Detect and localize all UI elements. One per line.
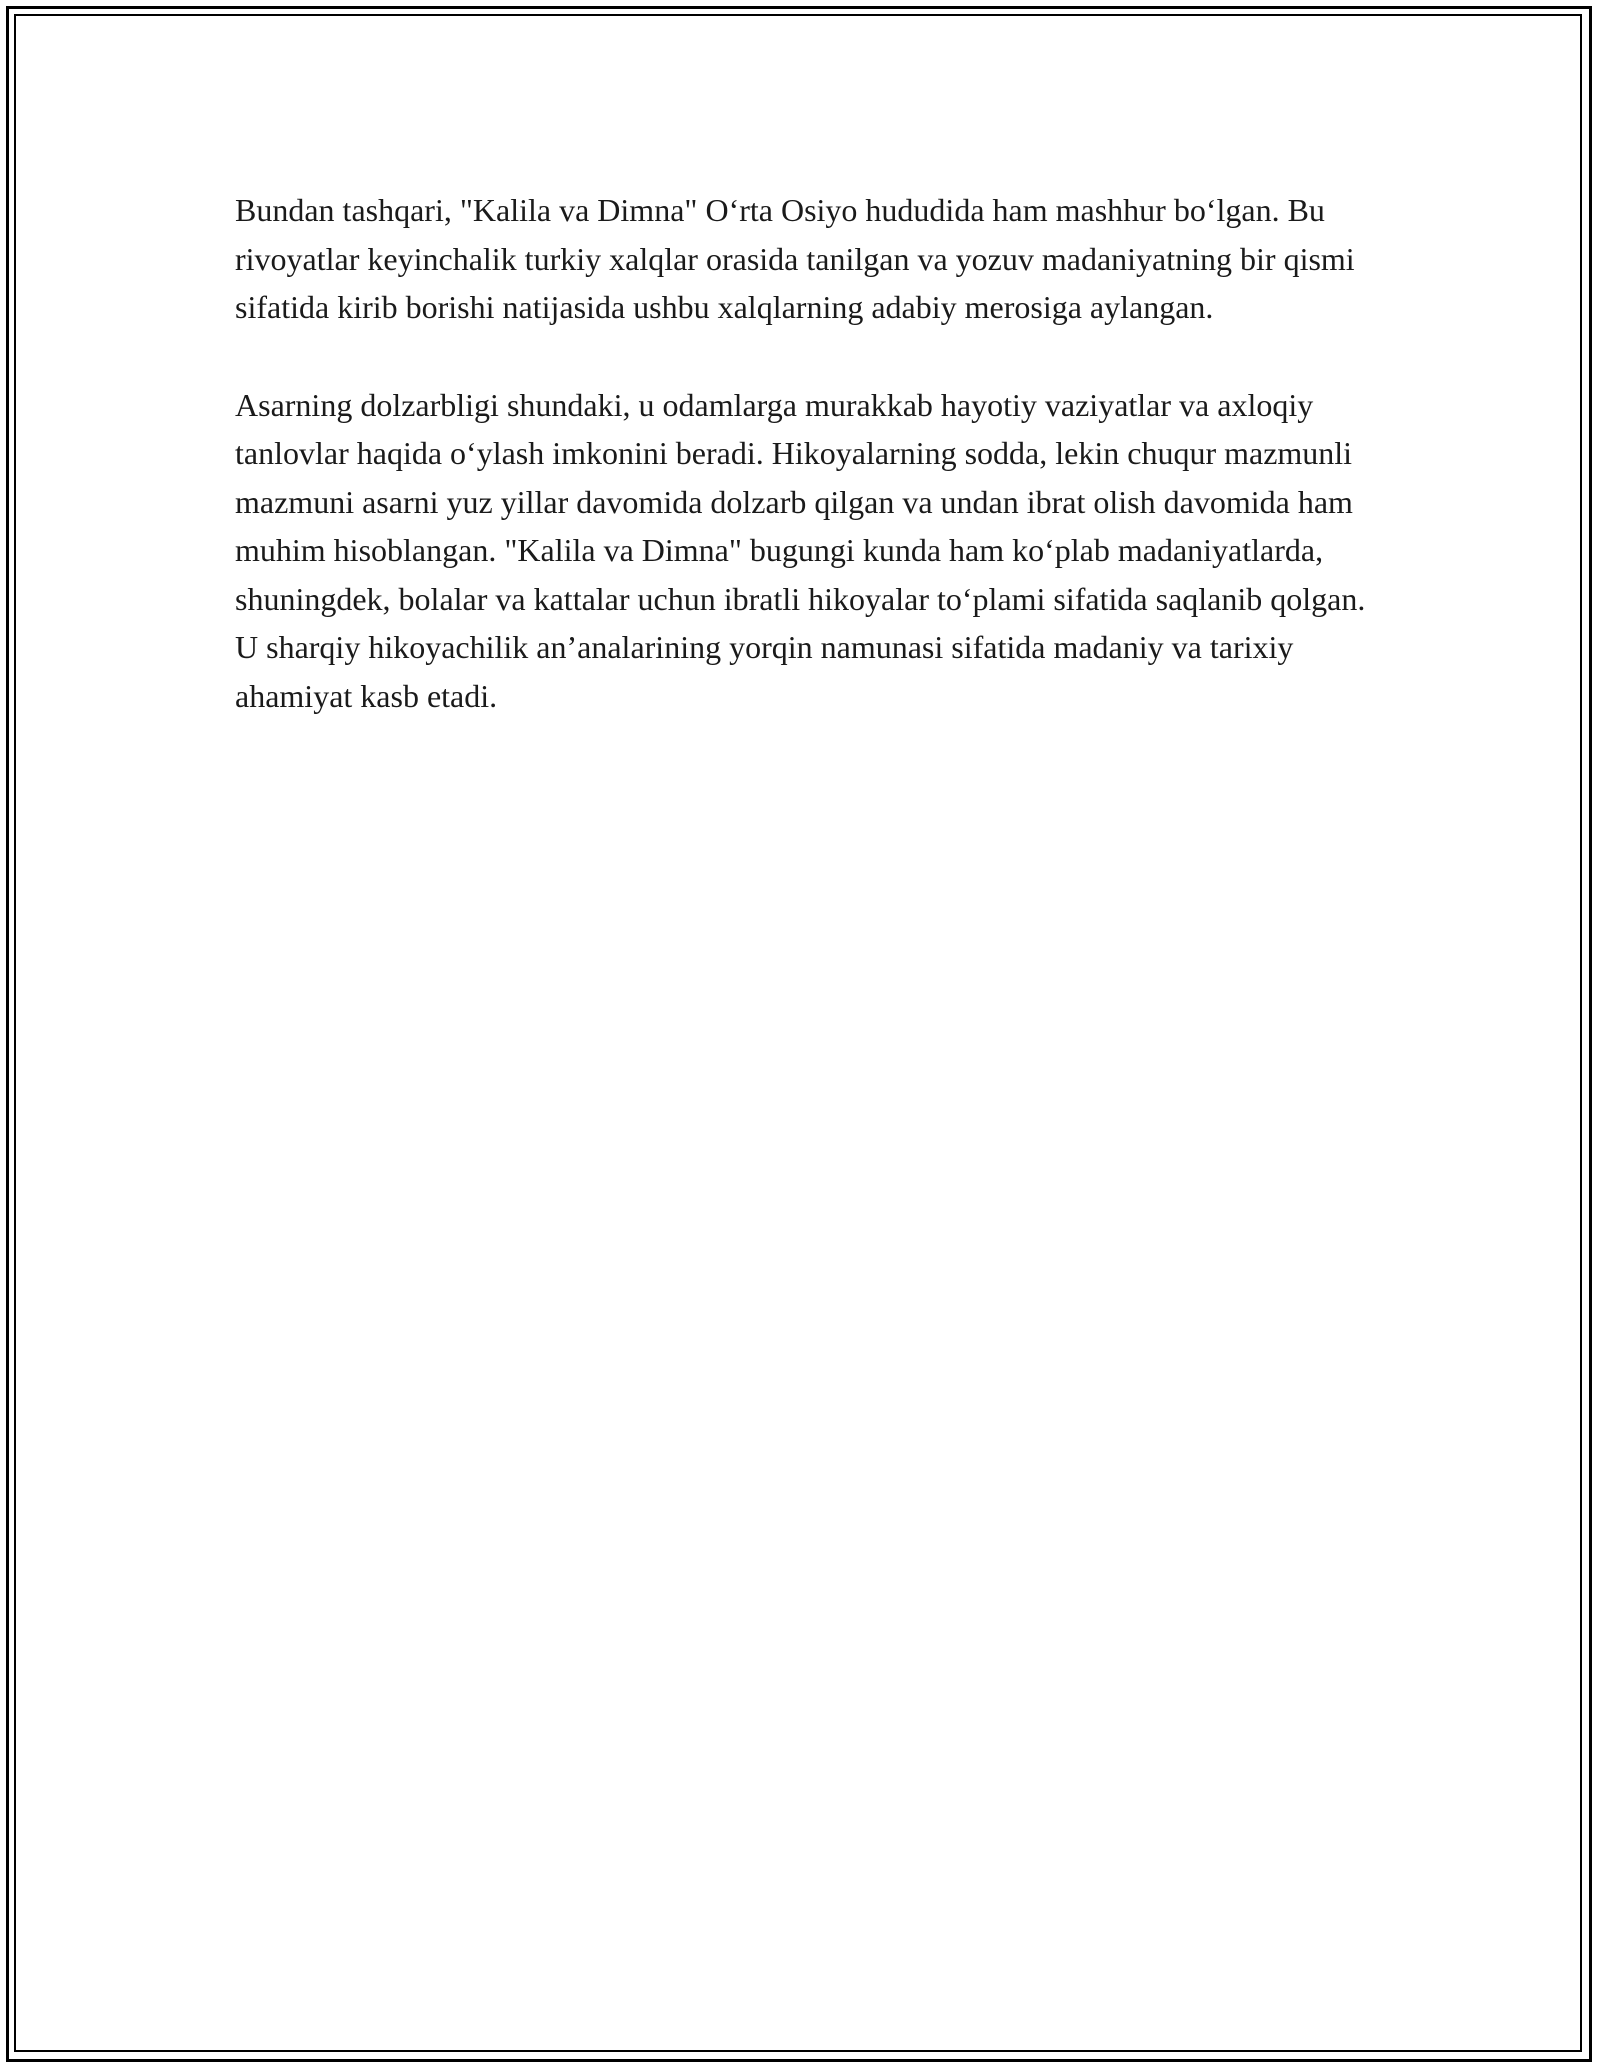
document-body <box>235 186 1375 769</box>
paragraph-2: Asarning dolzarbligi shundaki, u odamlarga murakkab hayotiy vaziyatlar va axloqiy tanlovlar haqida o‘ylash imkonini beradi. Hikoyalarning sodda, lekin chuqur mazmunli mazmuni asarni yuz yillar davomida dolzarb qilgan va undan ibrat olish davomida ham muhim hisoblangan. "Kalila va Dimna" bugungi kunda ham ko‘plab madaniyatlarda, shuningdek, bolalar va kattalar uchun ibratli hikoyalar to‘plami sifatida saqlanib qolgan. U sharqiy hikoyachilik an’analarining yorqin namunasi sifatida madaniy va tarixiy ahamiyat kasb etadi. <box>235 386 1366 714</box>
paragraph-1: Bundan tashqari, "Kalila va Dimna" O‘rta Osiyo hududida ham mashhur bo‘lgan. Bu rivoyatlar keyinchalik turkiy xalqlar orasida tanilgan va yozuv madaniyatning bir qismi sifatida kirib borishi natijasida ushbu xalqlarning adabiy merosiga aylangan. <box>235 192 1355 325</box>
